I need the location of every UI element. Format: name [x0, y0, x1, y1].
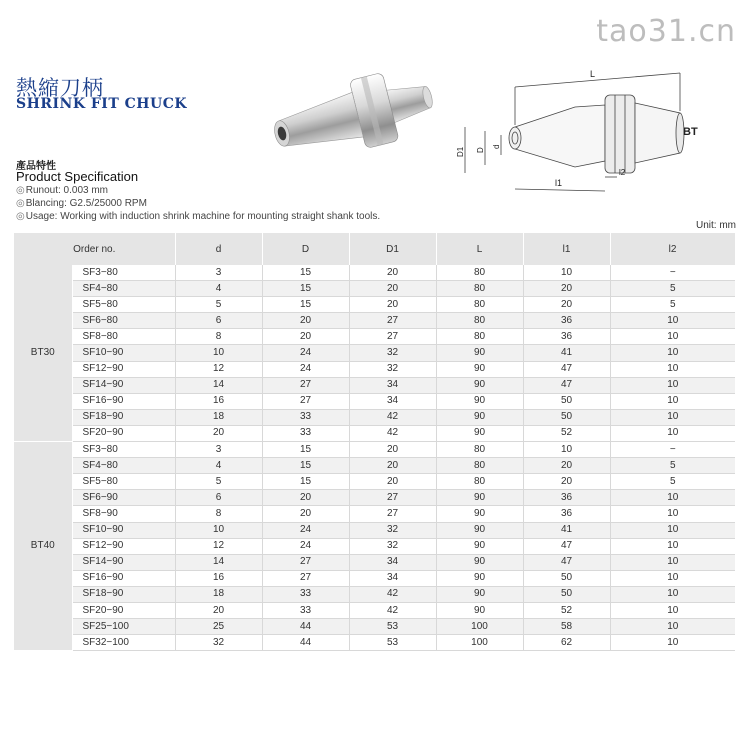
- dim-label-l1: l1: [555, 178, 563, 188]
- table-cell: 15: [262, 474, 349, 490]
- order-number-cell: SF6−90: [72, 490, 175, 506]
- table-cell: 15: [262, 297, 349, 313]
- order-number-cell: SF12−90: [72, 538, 175, 554]
- table-cell: 90: [436, 602, 523, 618]
- table-cell: 80: [436, 265, 523, 281]
- table-cell: 80: [436, 313, 523, 329]
- table-cell: 32: [349, 538, 436, 554]
- table-row: [14, 586, 735, 602]
- table-row: [14, 522, 735, 538]
- table-cell: 80: [436, 329, 523, 345]
- table-cell: 20: [349, 265, 436, 281]
- table-cell: 33: [262, 425, 349, 441]
- order-number-cell: SF8−90: [72, 506, 175, 522]
- table-cell: 24: [262, 345, 349, 361]
- table-cell: 3: [175, 442, 262, 458]
- table-cell: 20: [262, 506, 349, 522]
- table-cell: 41: [523, 522, 610, 538]
- table-cell: 20: [523, 458, 610, 474]
- table-cell: 10: [610, 361, 735, 377]
- table-cell: 20: [349, 442, 436, 458]
- order-number-cell: SF20−90: [72, 425, 175, 441]
- table-row: [14, 506, 735, 522]
- table-cell: 50: [523, 570, 610, 586]
- table-cell: 10: [610, 619, 735, 635]
- table-cell: 15: [262, 442, 349, 458]
- order-number-cell: SF12−90: [72, 361, 175, 377]
- table-cell: 90: [436, 361, 523, 377]
- group-label: BT40: [14, 442, 72, 651]
- table-cell: 10: [610, 345, 735, 361]
- order-number-cell: SF18−90: [72, 409, 175, 425]
- table-cell: 10: [610, 329, 735, 345]
- column-header: l2: [610, 233, 735, 265]
- table-cell: 36: [523, 313, 610, 329]
- table-cell: −: [610, 265, 735, 281]
- order-number-cell: SF8−80: [72, 329, 175, 345]
- table-cell: 5: [610, 474, 735, 490]
- dim-label-D1: D1: [456, 146, 465, 157]
- table-cell: 27: [262, 554, 349, 570]
- table-cell: 47: [523, 538, 610, 554]
- table-cell: 42: [349, 602, 436, 618]
- table-cell: 80: [436, 281, 523, 297]
- table-row: [14, 635, 735, 651]
- table-cell: 8: [175, 506, 262, 522]
- table-cell: 5: [175, 474, 262, 490]
- table-cell: 50: [523, 586, 610, 602]
- group-label: BT30: [14, 265, 72, 442]
- table-cell: 27: [349, 329, 436, 345]
- watermark-text: tao31.cn: [596, 14, 736, 49]
- table-cell: 44: [262, 635, 349, 651]
- table-cell: 10: [610, 393, 735, 409]
- table-cell: 20: [262, 329, 349, 345]
- order-number-cell: SF16−90: [72, 570, 175, 586]
- table-cell: 20: [262, 490, 349, 506]
- table-cell: 53: [349, 635, 436, 651]
- table-cell: 32: [349, 522, 436, 538]
- table-cell: 18: [175, 409, 262, 425]
- table-cell: 20: [523, 297, 610, 313]
- table-cell: 80: [436, 458, 523, 474]
- table-cell: 62: [523, 635, 610, 651]
- table-cell: 5: [175, 297, 262, 313]
- table-row: [14, 474, 735, 490]
- table-cell: 90: [436, 538, 523, 554]
- table-cell: 90: [436, 409, 523, 425]
- table-cell: 10: [610, 538, 735, 554]
- table-row: [14, 570, 735, 586]
- spec-item-balancing: ◎Blancing: G2.5/25000 RPM: [16, 198, 147, 209]
- bullet-icon: ◎: [16, 198, 25, 209]
- order-number-cell: SF25−100: [72, 619, 175, 635]
- table-cell: 24: [262, 522, 349, 538]
- table-cell: 15: [262, 458, 349, 474]
- table-cell: 90: [436, 554, 523, 570]
- table-cell: 3: [175, 265, 262, 281]
- dimension-diagram: [455, 65, 700, 200]
- order-number-cell: SF4−80: [72, 458, 175, 474]
- table-cell: 20: [175, 602, 262, 618]
- table-cell: 14: [175, 554, 262, 570]
- order-number-cell: SF14−90: [72, 554, 175, 570]
- order-number-cell: SF14−90: [72, 377, 175, 393]
- table-cell: 10: [610, 377, 735, 393]
- order-number-cell: SF10−90: [72, 522, 175, 538]
- table-row: [14, 538, 735, 554]
- table-cell: 36: [523, 329, 610, 345]
- table-cell: 90: [436, 393, 523, 409]
- table-cell: 36: [523, 506, 610, 522]
- table-cell: 52: [523, 602, 610, 618]
- table-cell: 27: [262, 377, 349, 393]
- table-cell: 16: [175, 570, 262, 586]
- table-cell: −: [610, 442, 735, 458]
- table-row: [14, 297, 735, 313]
- table-cell: 53: [349, 619, 436, 635]
- unit-label: Unit: mm: [696, 220, 736, 231]
- table-cell: 20: [523, 281, 610, 297]
- table-cell: 80: [436, 442, 523, 458]
- table-cell: 10: [610, 635, 735, 651]
- order-number-cell: SF3−80: [72, 442, 175, 458]
- dim-label-bt: BT: [683, 126, 698, 138]
- table-cell: 52: [523, 425, 610, 441]
- table-row: [14, 602, 735, 618]
- table-cell: 90: [436, 506, 523, 522]
- column-header: l1: [523, 233, 610, 265]
- table-cell: 10: [610, 409, 735, 425]
- spec-item-runout: ◎Runout: 0.003 mm: [16, 185, 108, 196]
- table-cell: 33: [262, 409, 349, 425]
- table-cell: 90: [436, 377, 523, 393]
- table-row: [14, 361, 735, 377]
- table-cell: 34: [349, 393, 436, 409]
- table-row: [14, 425, 735, 441]
- table-cell: 90: [436, 586, 523, 602]
- spec-table: [14, 233, 736, 651]
- spec-heading: Product Specification: [16, 169, 139, 184]
- table-row: [14, 458, 735, 474]
- bullet-icon: ◎: [16, 211, 25, 222]
- table-cell: 10: [610, 506, 735, 522]
- spec-heading-chinese: 產品特性: [16, 161, 56, 172]
- table-row: [14, 490, 735, 506]
- table-cell: 20: [349, 458, 436, 474]
- table-cell: 16: [175, 393, 262, 409]
- table-cell: 27: [349, 506, 436, 522]
- table-cell: 27: [349, 490, 436, 506]
- table-cell: 5: [610, 281, 735, 297]
- table-cell: 5: [610, 458, 735, 474]
- table-cell: 44: [262, 619, 349, 635]
- table-cell: 10: [610, 554, 735, 570]
- table-row: [14, 281, 735, 297]
- column-header: D1: [349, 233, 436, 265]
- table-cell: 80: [436, 297, 523, 313]
- table-cell: 33: [262, 586, 349, 602]
- table-cell: 8: [175, 329, 262, 345]
- order-number-cell: SF32−100: [72, 635, 175, 651]
- table-cell: 34: [349, 570, 436, 586]
- table-cell: 15: [262, 265, 349, 281]
- table-cell: 90: [436, 345, 523, 361]
- spec-item-usage: ◎Usage: Working with induction shrink machine for mounting straight shank tools.: [16, 211, 381, 222]
- table-cell: 42: [349, 586, 436, 602]
- bullet-icon: ◎: [16, 185, 25, 196]
- table-cell: 20: [175, 425, 262, 441]
- table-cell: 42: [349, 425, 436, 441]
- table-cell: 10: [610, 313, 735, 329]
- table-cell: 50: [523, 393, 610, 409]
- table-cell: 10: [610, 490, 735, 506]
- table-cell: 25: [175, 619, 262, 635]
- order-number-cell: SF6−80: [72, 313, 175, 329]
- table-cell: 14: [175, 377, 262, 393]
- table-cell: 20: [262, 313, 349, 329]
- table-cell: 36: [523, 490, 610, 506]
- table-row: [14, 409, 735, 425]
- table-row: [14, 619, 735, 635]
- table-cell: 32: [349, 361, 436, 377]
- table-cell: 10: [610, 586, 735, 602]
- table-cell: 41: [523, 345, 610, 361]
- table-cell: 12: [175, 538, 262, 554]
- table-row: [14, 345, 735, 361]
- table-row: [14, 313, 735, 329]
- table-cell: 27: [349, 313, 436, 329]
- table-cell: 100: [436, 619, 523, 635]
- table-cell: 20: [349, 297, 436, 313]
- shrink-fit-chuck-photo: [240, 58, 445, 178]
- column-header: D: [262, 233, 349, 265]
- order-number-cell: SF5−80: [72, 297, 175, 313]
- order-number-cell: SF18−90: [72, 586, 175, 602]
- table-cell: 34: [349, 554, 436, 570]
- table-cell: 15: [262, 281, 349, 297]
- order-number-cell: SF16−90: [72, 393, 175, 409]
- table-row: [14, 393, 735, 409]
- table-cell: 27: [262, 570, 349, 586]
- table-row: [14, 554, 735, 570]
- table-cell: 20: [523, 474, 610, 490]
- table-cell: 5: [610, 297, 735, 313]
- table-cell: 47: [523, 361, 610, 377]
- column-header: d: [175, 233, 262, 265]
- table-cell: 90: [436, 490, 523, 506]
- table-cell: 34: [349, 377, 436, 393]
- table-cell: 10: [175, 522, 262, 538]
- dim-label-D: D: [476, 147, 485, 153]
- table-cell: 32: [349, 345, 436, 361]
- table-cell: 90: [436, 425, 523, 441]
- table-cell: 58: [523, 619, 610, 635]
- table-cell: 6: [175, 313, 262, 329]
- table-cell: 10: [610, 570, 735, 586]
- table-cell: 90: [436, 522, 523, 538]
- table-cell: 20: [349, 474, 436, 490]
- table-cell: 10: [610, 425, 735, 441]
- table-row: [14, 442, 735, 458]
- order-number-cell: SF4−80: [72, 281, 175, 297]
- table-cell: 32: [175, 635, 262, 651]
- table-cell: 50: [523, 409, 610, 425]
- table-cell: 10: [175, 345, 262, 361]
- table-cell: 12: [175, 361, 262, 377]
- order-number-cell: SF3−80: [72, 265, 175, 281]
- column-header: L: [436, 233, 523, 265]
- table-cell: 6: [175, 490, 262, 506]
- table-cell: 80: [436, 474, 523, 490]
- table-cell: 47: [523, 377, 610, 393]
- table-cell: 24: [262, 361, 349, 377]
- table-cell: 10: [523, 442, 610, 458]
- table-cell: 20: [349, 281, 436, 297]
- table-cell: 24: [262, 538, 349, 554]
- table-cell: 27: [262, 393, 349, 409]
- table-cell: 100: [436, 635, 523, 651]
- table-cell: 4: [175, 458, 262, 474]
- order-number-cell: SF5−80: [72, 474, 175, 490]
- table-header-row: [14, 233, 735, 265]
- dim-label-l2: l2: [619, 168, 626, 177]
- page-title: SHRINK FIT CHUCK: [16, 96, 188, 112]
- dim-label-L: L: [590, 69, 596, 79]
- dim-label-d: d: [492, 144, 501, 149]
- table-cell: 47: [523, 554, 610, 570]
- column-header: Order no.: [14, 233, 175, 265]
- table-cell: 90: [436, 570, 523, 586]
- order-number-cell: SF10−90: [72, 345, 175, 361]
- table-cell: 42: [349, 409, 436, 425]
- table-cell: 33: [262, 602, 349, 618]
- table-cell: 10: [610, 602, 735, 618]
- order-number-cell: SF20−90: [72, 602, 175, 618]
- table-row: [14, 377, 735, 393]
- table-cell: 4: [175, 281, 262, 297]
- table-cell: 18: [175, 586, 262, 602]
- table-cell: 10: [523, 265, 610, 281]
- title-chinese: 熱縮刀柄: [16, 76, 104, 100]
- table-row: [14, 329, 735, 345]
- table-cell: 10: [610, 522, 735, 538]
- table-row: [14, 265, 735, 281]
